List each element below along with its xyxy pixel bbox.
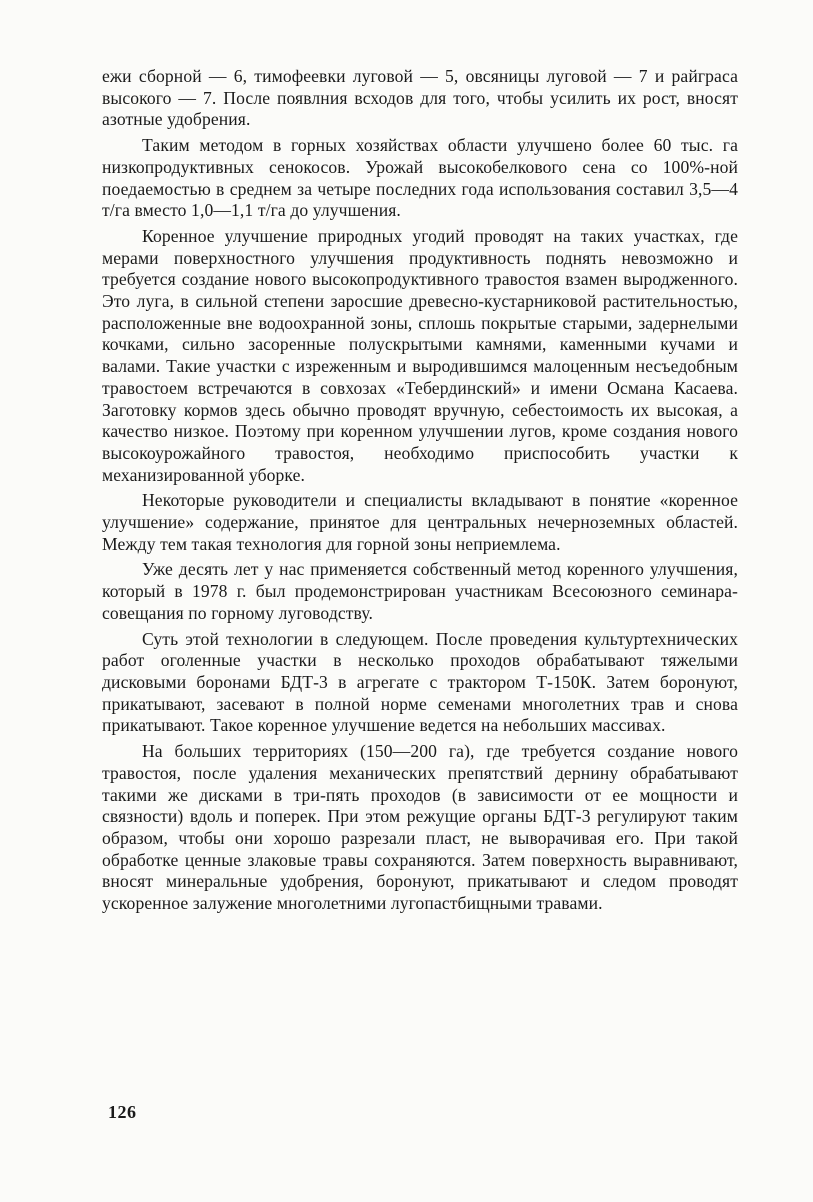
paragraph-1: ежи сборной — 6, тимофеевки луговой — 5, овсяницы луговой — 7 и райграса высокого — 7. После появлния всходов для того, чтобы усилить их рост, вносят азотные удобрения. [102, 66, 738, 130]
paragraph-3: Коренное улучшение природных угодий проводят на таких участках, где мерами поверхностного улучшения продуктивность поднять невозможно и требуется создание нового высокопродуктивного травостоя взамен выродженного. Это луга, в сильной степени заросшие древесно-кустарниковой растительностью, расположенные вне водоохранной зоны, сплошь покрытые старыми, задернелыми кочками, сильно засоренные полускрытыми камнями, каменными кучами и валами. Такие участки с изреженным и выродившимся малоценным несъедобным травостоем встречаются в совхозах «Тебердинский» и имени Османа Касаева. Заготовку кормов здесь обычно проводят вручную, себестоимость их высокая, а качество низкое. Поэтому при коренном улучшении лугов, кроме создания нового высокоурожайного травостоя, необходимо приспособить участки к механизированной уборке. [102, 225, 738, 485]
paragraph-7: На больших территориях (150—200 га), где требуется создание нового травостоя, после удаления механических препятствий дернину обрабатывают такими же дисками в три-пять проходов (в зависимости от ее мощности и связности) вдоль и поперек. При этом режущие органы БДТ-3 регулируют таким образом, чтобы они хорошо разрезали пласт, не выворачивая его. При такой обработке ценные злаковые травы сохраняются. Затем поверхность выравнивают, вносят минеральные удобрения, боронуют, прикатывают и следом проводят ускоренное залужение многолетними лугопастбищными травами. [102, 741, 738, 914]
paragraph-5: Уже десять лет у нас применяется собственный метод коренного улучшения, который в 1978 г. был продемонстрирован участникам Всесоюзного семинара-совещания по горному луговодству. [102, 559, 738, 623]
document-page [102, 66, 738, 1166]
page-number: 126 [108, 1102, 137, 1122]
paragraph-2: Таким методом в горных хозяйствах области улучшено более 60 тыс. га низкопродуктивных сенокосов. Урожай высокобелкового сена со 100%-ной поедаемостью в среднем за четыре последних года использования составил 3,5—4 т/га вместо 1,0—1,1 т/га до улучшения. [102, 135, 738, 221]
paragraph-4: Некоторые руководители и специалисты вкладывают в понятие «коренное улучшение» содержание, принятое для центральных нечерноземных областей. Между тем такая технология для горной зоны неприемлема. [102, 490, 738, 554]
body-text [102, 66, 738, 915]
paragraph-6: Суть этой технологии в следующем. После проведения культуртехнических работ оголенные участки в несколько проходов обрабатывают тяжелыми дисковыми боронами БДТ-3 в агрегате с трактором Т-150К. Затем боронуют, прикатывают, засевают в полной норме семенами многолетних трав и снова прикатывают. Такое коренное улучшение ведется на небольших массивах. [102, 628, 738, 736]
